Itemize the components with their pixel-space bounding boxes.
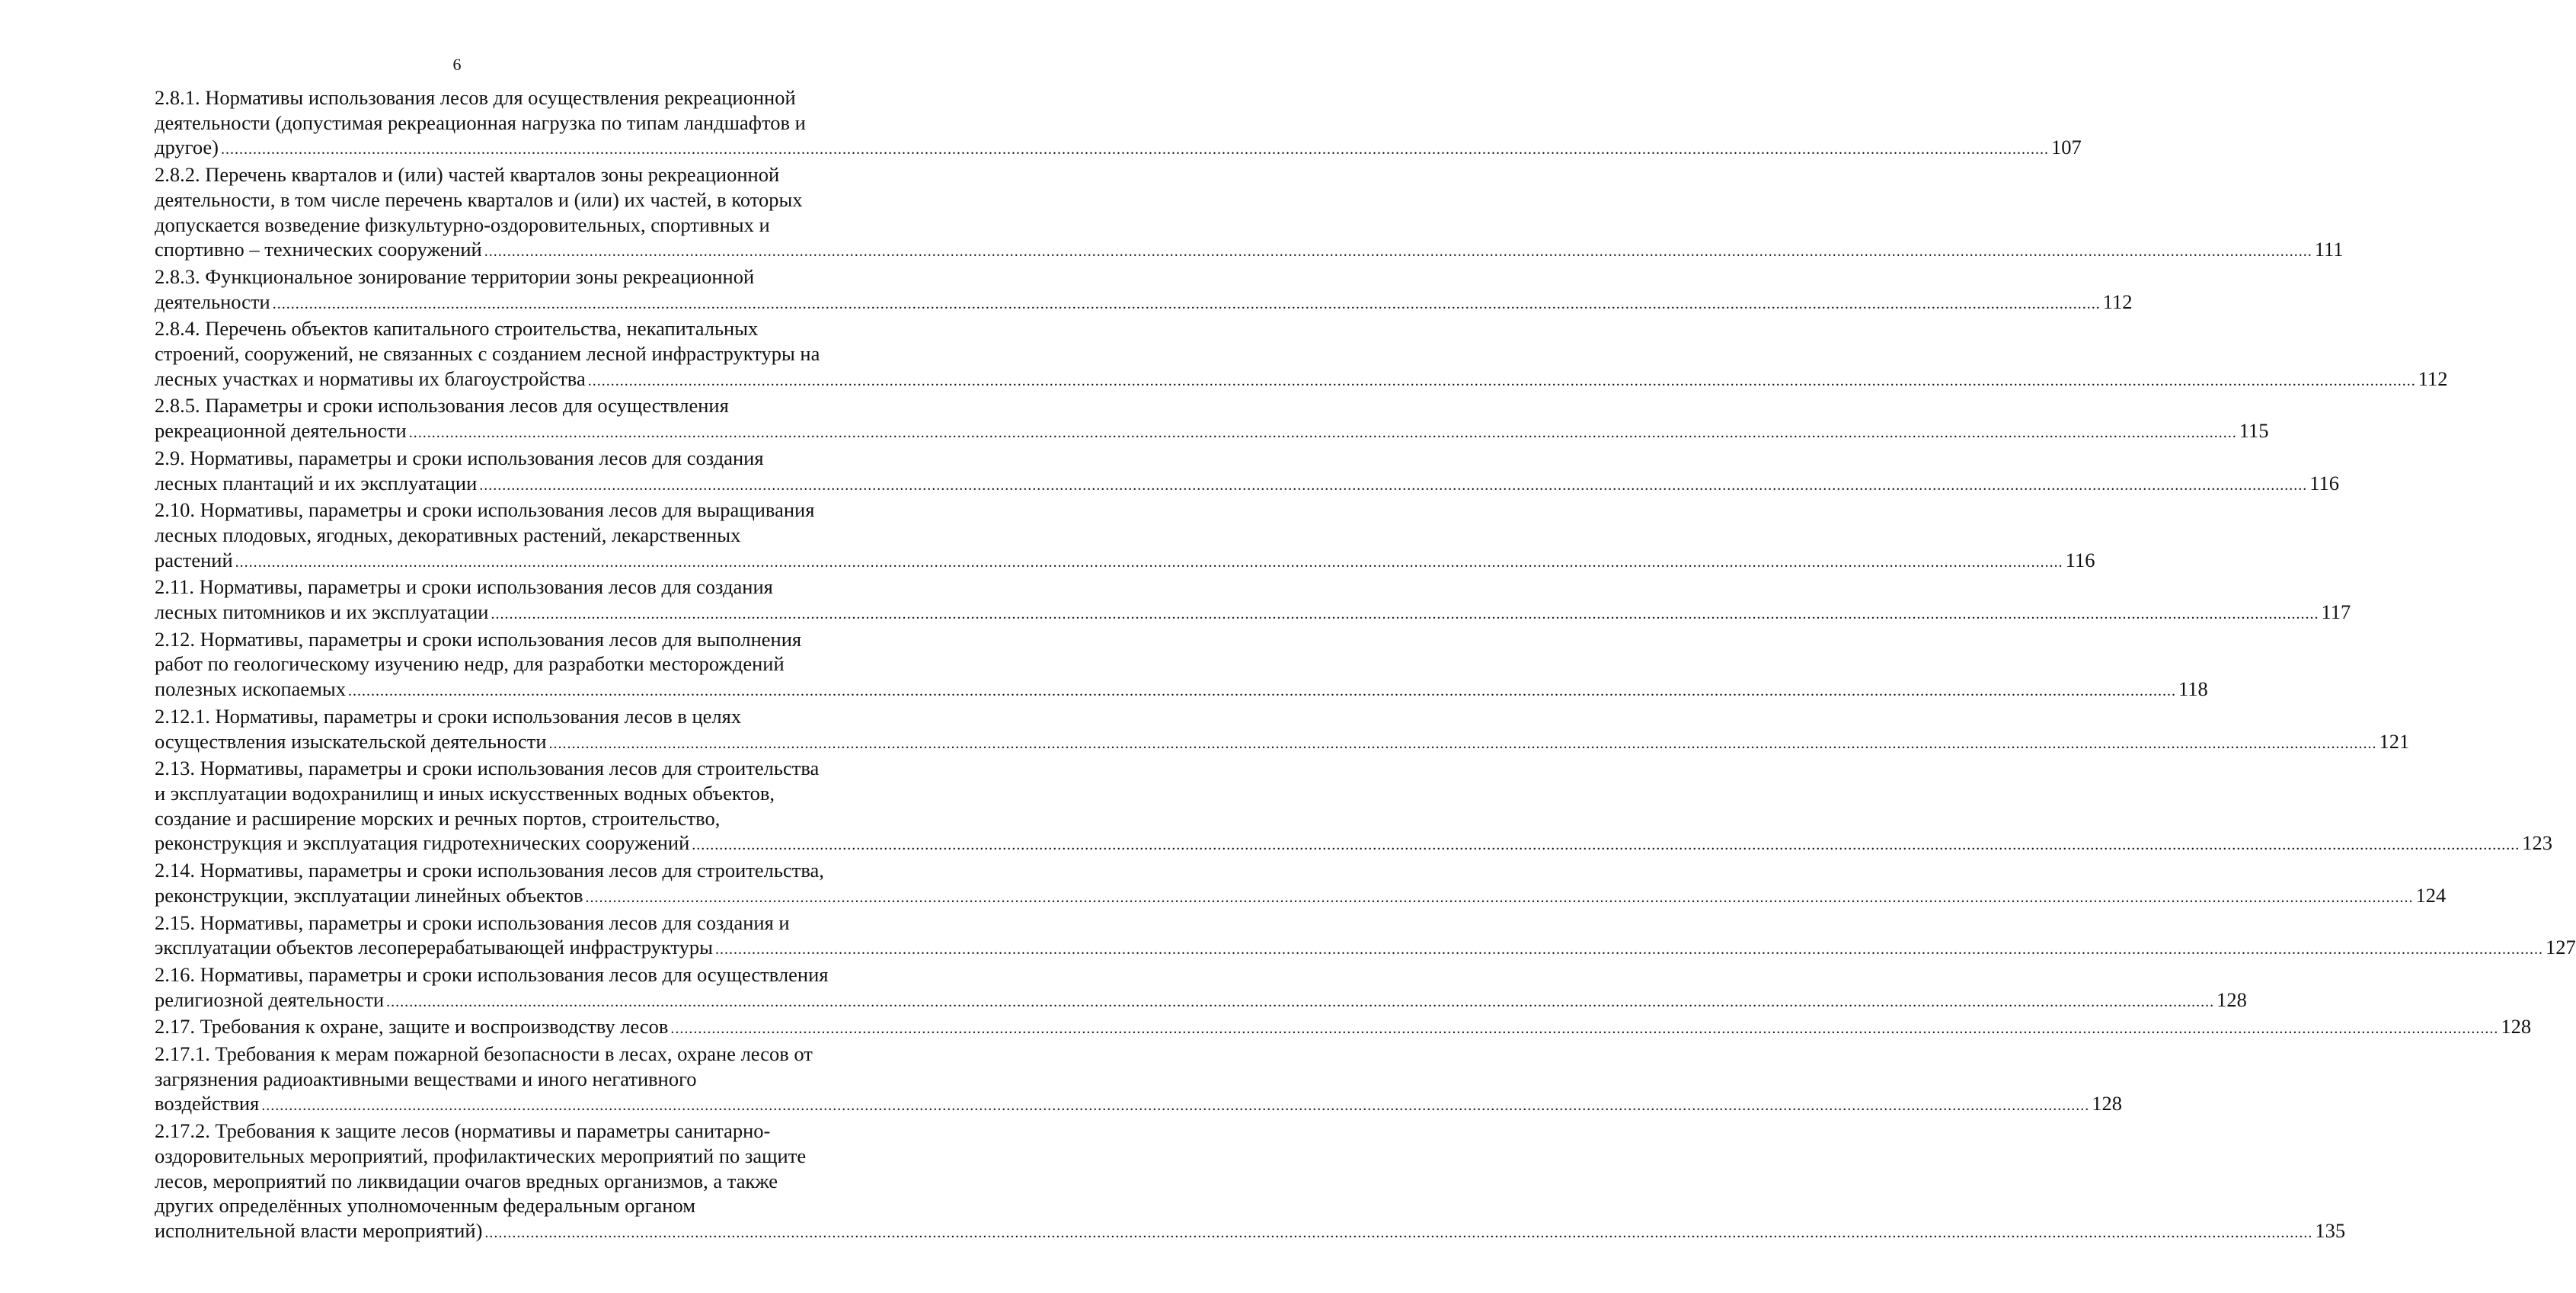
toc-entry-last-line — [155, 1014, 2532, 1042]
toc-page-number: 112 — [2418, 366, 2448, 390]
toc-entry-line: 2.8.2. Перечень кварталов и (или) частей кварталов зоны рекреационной — [155, 163, 780, 187]
toc-entry-line: 2.16. Нормативы, параметры и сроки использования лесов для осуществления — [155, 962, 829, 986]
dot-leader: ................................................................................................................................................................................................................................................................................................................................................................................................................ — [235, 553, 2063, 571]
toc-entry-line: 2.8.3. Функциональное зонирование территории зоны рекреационной — [155, 264, 755, 288]
toc-entry-last-line — [155, 135, 2082, 162]
toc-entry-title-end: осуществления изыскательской деятельности — [155, 729, 547, 753]
toc-entry[interactable] — [155, 316, 2448, 393]
toc-entry-title-end: реконструкции, эксплуатации линейных объектов — [155, 883, 583, 907]
toc-entry-line: и эксплуатации водохранилищ и иных искусственных водных объектов, — [155, 781, 775, 805]
toc-entry-last-line — [155, 935, 2576, 962]
toc-entry-line: 2.8.4. Перечень объектов капитального строительства, некапитальных — [155, 317, 759, 341]
toc-entry-title-end: лесных плантаций и их эксплуатации — [155, 471, 478, 494]
toc-entry-last-line — [155, 831, 2553, 858]
toc-entry-title-end: рекреационной деятельности — [155, 419, 407, 443]
toc-page-number: 128 — [2501, 1015, 2532, 1039]
toc-entry-last-line — [155, 1091, 2122, 1119]
toc-entry-last-line — [155, 1218, 2346, 1246]
toc-entry-line: 2.17.1. Требования к мерам пожарной безопасности в лесах, охране лесов от — [155, 1042, 813, 1066]
toc-entry-line: 2.13. Нормативы, параметры и сроки использования лесов для строительства — [155, 757, 820, 780]
dot-leader: ................................................................................................................................................................................................................................................................................................................................................................................................................ — [221, 141, 2050, 158]
toc-entry-line: оздоровительных мероприятий, профилактических мероприятий по защите — [155, 1144, 807, 1167]
toc-entry[interactable] — [155, 962, 2247, 1014]
toc-entry[interactable] — [155, 1014, 2532, 1042]
toc-entry[interactable] — [155, 85, 2082, 162]
toc-page-number: 112 — [2102, 290, 2133, 313]
toc-entry-title-end: эксплуатации объектов лесоперерабатывающей инфраструктуры — [155, 936, 713, 959]
dot-leader: ................................................................................................................................................................................................................................................................................................................................................................................................................ — [479, 476, 2308, 494]
toc-entry[interactable] — [155, 1042, 2122, 1119]
toc-entry[interactable] — [155, 911, 2576, 962]
toc-entry-last-line — [155, 237, 2344, 264]
toc-entry[interactable] — [155, 858, 2447, 910]
toc-page-number: 118 — [2178, 677, 2208, 701]
toc-page-number: 115 — [2239, 419, 2269, 443]
toc-entry-line: строений, сооружений, не связанных с созданием лесной инфраструктуры на — [155, 342, 820, 366]
toc-entry-last-line — [155, 677, 2208, 704]
toc-page-number: 107 — [2051, 136, 2082, 159]
toc-entry-last-line — [155, 987, 2247, 1015]
toc-page-number: 123 — [2522, 831, 2553, 855]
dot-leader: ................................................................................................................................................................................................................................................................................................................................................................................................................ — [347, 683, 2176, 700]
toc-entry-line: создание и расширение морских и речных портов, строительство, — [155, 806, 721, 830]
toc-entry-line: 2.10. Нормативы, параметры и сроки использования лесов для выращивания — [155, 498, 815, 522]
toc-entry-last-line — [155, 600, 2351, 627]
toc-page-number: 111 — [2314, 238, 2344, 261]
toc-entry-last-line — [155, 366, 2448, 394]
dot-leader: ................................................................................................................................................................................................................................................................................................................................................................................................................ — [408, 424, 2237, 442]
toc-entry-title-end: лесных питомников и их эксплуатации — [155, 600, 489, 624]
toc-page-number: 121 — [2379, 729, 2410, 753]
dot-leader: ................................................................................................................................................................................................................................................................................................................................................................................................................ — [548, 735, 2377, 752]
toc-entry[interactable] — [155, 264, 2133, 316]
dot-leader: ................................................................................................................................................................................................................................................................................................................................................................................................................ — [585, 888, 2414, 906]
toc-entry-title-end: религиозной деятельности — [155, 987, 385, 1011]
toc-entry-line: 2.12. Нормативы, параметры и сроки использования лесов для выполнения — [155, 627, 802, 651]
dot-leader: ................................................................................................................................................................................................................................................................................................................................................................................................................ — [491, 606, 2319, 623]
dot-leader: ................................................................................................................................................................................................................................................................................................................................................................................................................ — [692, 837, 2520, 854]
toc-entry-line: 2.8.5. Параметры и сроки использования лесов для осуществления — [155, 394, 729, 418]
toc-entry[interactable] — [155, 627, 2208, 704]
toc-entry-title-end: 2.17. Требования к охране, защите и воспроизводству лесов — [155, 1015, 669, 1039]
toc-entry-last-line — [155, 883, 2447, 911]
toc-entry-title-end: лесных участках и нормативы их благоустройства — [155, 366, 586, 390]
toc-entry-line: лесов, мероприятий по ликвидации очагов вредных организмов, а также — [155, 1169, 778, 1192]
page-number: 6 — [452, 55, 462, 74]
toc-page-number: 117 — [2321, 600, 2351, 624]
toc-entry-title-end: другое) — [155, 136, 219, 159]
toc-entry-line: 2.11. Нормативы, параметры и сроки использования лесов для создания — [155, 575, 773, 599]
table-of-contents — [155, 85, 2576, 1246]
toc-entry-line: 2.9. Нормативы, параметры и сроки использования лесов для создания — [155, 446, 764, 469]
toc-entry-line: допускается возведение физкультурно-оздоровительных, спортивных и — [155, 213, 770, 236]
toc-entry-line: лесных плодовых, ягодных, декоративных растений, лекарственных — [155, 523, 741, 546]
toc-entry-line: 2.17.2. Требования к защите лесов (нормативы и параметры санитарно- — [155, 1119, 771, 1143]
toc-page-number: 116 — [2065, 548, 2095, 571]
dot-leader: ................................................................................................................................................................................................................................................................................................................................................................................................................ — [714, 941, 2543, 959]
toc-entry-line: 2.12.1. Нормативы, параметры и сроки использования лесов в целях — [155, 704, 742, 728]
toc-entry-line: работ по геологическому изучению недр, для разработки месторождений — [155, 652, 785, 676]
toc-page-number: 128 — [2092, 1092, 2122, 1115]
toc-entry[interactable] — [155, 1119, 2346, 1246]
toc-entry[interactable] — [155, 393, 2269, 445]
toc-entry-line: 2.8.1. Нормативы использования лесов для осуществления рекреационной — [155, 86, 796, 109]
toc-entry-line: загрязнения радиоактивными веществами и иного негативного — [155, 1067, 697, 1090]
toc-entry-last-line — [155, 548, 2095, 575]
toc-page-number: 124 — [2415, 883, 2447, 907]
toc-entry-title-end: реконструкция и эксплуатация гидротехнических сооружений — [155, 831, 690, 855]
toc-entry[interactable] — [155, 498, 2095, 574]
toc-entry[interactable] — [155, 756, 2553, 858]
toc-entry-line: 2.15. Нормативы, параметры и сроки использования лесов для создания и — [155, 911, 790, 934]
toc-entry-title-end: растений — [155, 548, 233, 571]
dot-leader: ................................................................................................................................................................................................................................................................................................................................................................................................................ — [484, 1224, 2313, 1241]
toc-entry-line: деятельности (допустимая рекреационная нагрузка по типам ландшафтов и — [155, 110, 806, 134]
toc-entry-line: деятельности, в том числе перечень кварталов и (или) их частей, в которых — [155, 187, 803, 211]
toc-entry-title-end: деятельности — [155, 290, 270, 313]
toc-entry-line: других определённых уполномоченным федеральным органом — [155, 1194, 695, 1218]
toc-page-number: 127 — [2545, 936, 2576, 959]
toc-entry-title-end: полезных ископаемых — [155, 677, 346, 701]
toc-entry-line: 2.14. Нормативы, параметры и сроки использования лесов для строительства, — [155, 859, 824, 882]
toc-entry-last-line — [155, 418, 2269, 446]
toc-entry-last-line — [155, 729, 2410, 757]
dot-leader: ................................................................................................................................................................................................................................................................................................................................................................................................................ — [261, 1097, 2090, 1115]
toc-entry-title-end: воздействия — [155, 1092, 260, 1115]
toc-page-number: 135 — [2315, 1218, 2346, 1242]
dot-leader: ................................................................................................................................................................................................................................................................................................................................................................................................................ — [386, 993, 2215, 1010]
dot-leader: ................................................................................................................................................................................................................................................................................................................................................................................................................ — [272, 295, 2101, 312]
toc-entry-last-line — [155, 290, 2133, 317]
dot-leader: ................................................................................................................................................................................................................................................................................................................................................................................................................ — [670, 1020, 2499, 1038]
dot-leader: ................................................................................................................................................................................................................................................................................................................................................................................................................ — [484, 243, 2312, 261]
toc-entry-last-line — [155, 471, 2340, 498]
toc-entry-title-end: спортивно – технических сооружений — [155, 238, 482, 261]
toc-entry[interactable] — [155, 446, 2340, 498]
toc-entry-title-end: исполнительной власти мероприятий) — [155, 1218, 483, 1242]
toc-page-number: 116 — [2309, 471, 2340, 494]
toc-page-number: 128 — [2216, 987, 2247, 1011]
toc-entry[interactable] — [155, 574, 2351, 626]
toc-entry[interactable] — [155, 162, 2344, 264]
toc-entry[interactable] — [155, 704, 2410, 756]
dot-leader: ................................................................................................................................................................................................................................................................................................................................................................................................................ — [587, 372, 2416, 389]
